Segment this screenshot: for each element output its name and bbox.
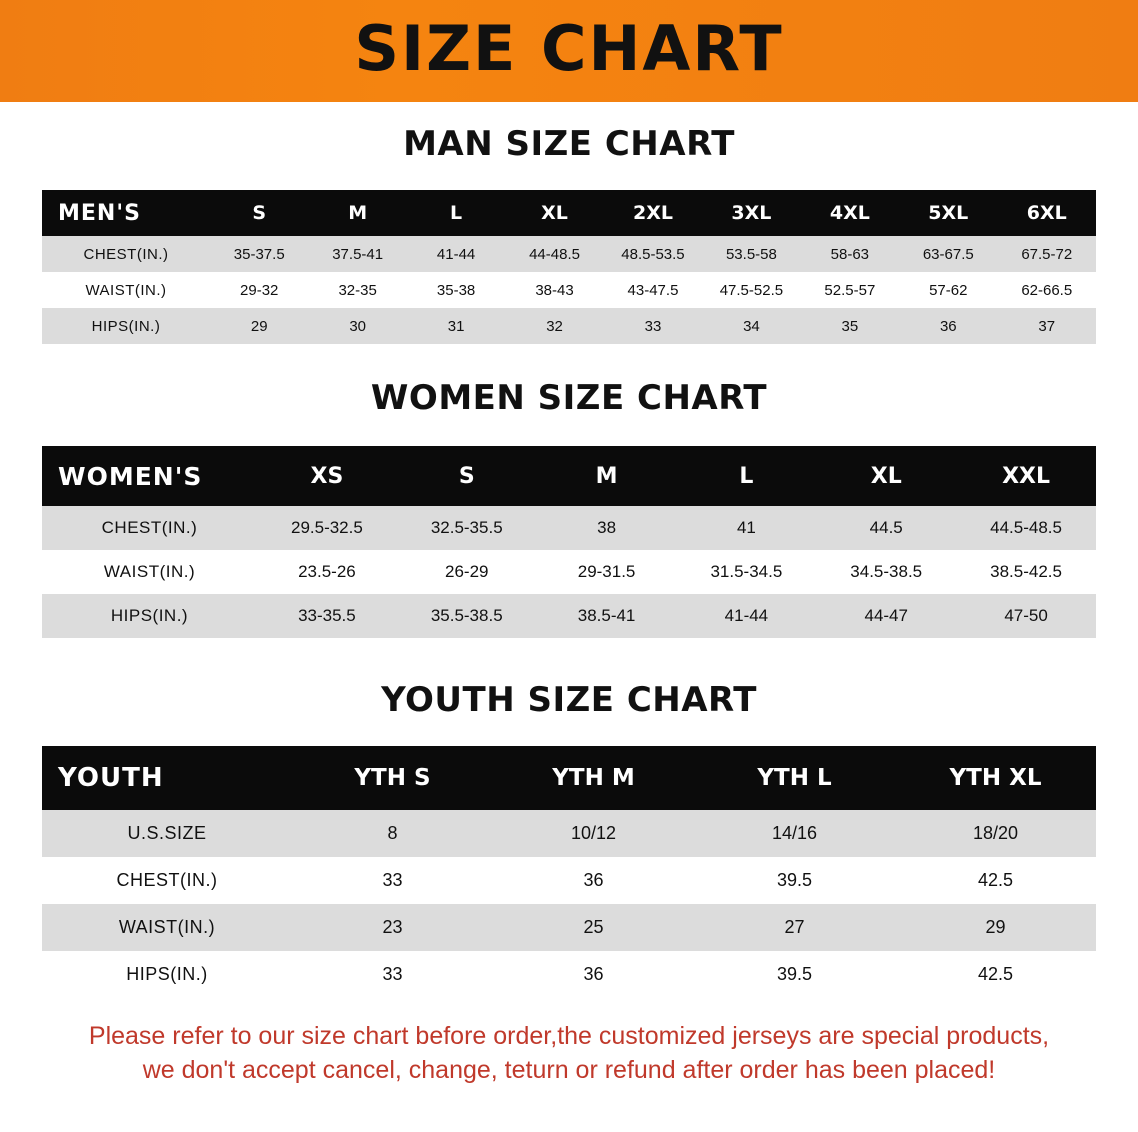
cell: 38.5-42.5 — [956, 550, 1096, 594]
cell: 47-50 — [956, 594, 1096, 638]
cell: 39.5 — [694, 951, 895, 998]
table-header-row — [42, 190, 1096, 236]
cell: 67.5-72 — [998, 236, 1097, 272]
cell: 48.5-53.5 — [604, 236, 702, 272]
cell: 38.5-41 — [537, 594, 677, 638]
cell: 29-32 — [210, 272, 308, 308]
table-row — [42, 904, 1096, 951]
header-cell-m: M — [308, 190, 406, 236]
header-cell-xxl: XXL — [956, 446, 1096, 506]
cell: 53.5-58 — [702, 236, 800, 272]
cell: 35-37.5 — [210, 236, 308, 272]
cell: 33 — [292, 951, 493, 998]
cell: 62-66.5 — [998, 272, 1097, 308]
header-cell-womens: WOMEN'S — [42, 446, 257, 506]
disclaimer-line-1: Please refer to our size chart before order,the customized jerseys are special products, — [88, 1022, 1050, 1050]
header-cell-5xl: 5XL — [899, 190, 997, 236]
cell: 47.5-52.5 — [702, 272, 800, 308]
cell: 36 — [493, 951, 694, 998]
cell: 42.5 — [895, 857, 1096, 904]
cell: 14/16 — [694, 810, 895, 857]
cell: 29-31.5 — [537, 550, 677, 594]
table-row — [42, 951, 1096, 998]
cell: 57-62 — [899, 272, 997, 308]
cell: 34 — [702, 308, 800, 344]
table-header-row — [42, 746, 1096, 810]
cell: 35-38 — [407, 272, 505, 308]
header-cell-3xl: 3XL — [702, 190, 800, 236]
banner — [0, 0, 1138, 102]
man-size-table-wrapper — [42, 190, 1096, 344]
row-label-waist: WAIST(IN.) — [42, 272, 210, 308]
cell: 36 — [493, 857, 694, 904]
header-cell-men: MEN'S — [42, 190, 210, 236]
cell: 36 — [899, 308, 997, 344]
cell: 23 — [292, 904, 493, 951]
cell: 35.5-38.5 — [397, 594, 537, 638]
youth-size-table-wrapper — [42, 746, 1096, 998]
cell: 44-48.5 — [505, 236, 603, 272]
header-cell-6xl: 6XL — [998, 190, 1097, 236]
cell: 34.5-38.5 — [816, 550, 956, 594]
header-cell-yth-l: YTH L — [694, 746, 895, 810]
man-size-table — [42, 190, 1096, 344]
row-label-hips: HIPS(IN.) — [42, 951, 292, 998]
cell: 30 — [308, 308, 406, 344]
women-size-table — [42, 446, 1096, 638]
cell: 10/12 — [493, 810, 694, 857]
disclaimer-line-2: we don't accept cancel, change, teturn or refund after order has been placed! — [142, 1055, 996, 1084]
table-row — [42, 506, 1096, 550]
header-cell-s: S — [210, 190, 308, 236]
cell: 44.5-48.5 — [956, 506, 1096, 550]
cell: 29.5-32.5 — [257, 506, 397, 550]
header-cell-xs: XS — [257, 446, 397, 506]
cell: 29 — [895, 904, 1096, 951]
table-row — [42, 550, 1096, 594]
row-label-us-size: U.S.SIZE — [42, 810, 292, 857]
cell: 37.5-41 — [308, 236, 406, 272]
cell: 44-47 — [816, 594, 956, 638]
cell: 31.5-34.5 — [676, 550, 816, 594]
cell: 42.5 — [895, 951, 1096, 998]
cell: 37 — [998, 308, 1097, 344]
cell: 26-29 — [397, 550, 537, 594]
cell: 32 — [505, 308, 603, 344]
youth-section-heading: YOUTH SIZE CHART — [381, 680, 757, 720]
header-cell-xl: XL — [505, 190, 603, 236]
header-cell-l: L — [676, 446, 816, 506]
cell: 44.5 — [816, 506, 956, 550]
header-cell-yth-m: YTH M — [493, 746, 694, 810]
cell: 38-43 — [505, 272, 603, 308]
table-row — [42, 810, 1096, 857]
header-cell-2xl: 2XL — [604, 190, 702, 236]
cell: 63-67.5 — [899, 236, 997, 272]
header-cell-xl: XL — [816, 446, 956, 506]
cell: 33-35.5 — [257, 594, 397, 638]
cell: 58-63 — [801, 236, 899, 272]
cell: 31 — [407, 308, 505, 344]
cell: 25 — [493, 904, 694, 951]
header-cell-l: L — [407, 190, 505, 236]
header-cell-s: S — [397, 446, 537, 506]
row-label-waist: WAIST(IN.) — [42, 904, 292, 951]
disclaimer-note — [36, 1020, 1102, 1088]
cell: 33 — [604, 308, 702, 344]
table-row — [42, 272, 1096, 308]
row-label-hips: HIPS(IN.) — [42, 308, 210, 344]
header-cell-youth: YOUTH — [42, 746, 292, 810]
man-section-heading: MAN SIZE CHART — [403, 124, 735, 164]
cell: 27 — [694, 904, 895, 951]
cell: 18/20 — [895, 810, 1096, 857]
row-label-waist: WAIST(IN.) — [42, 550, 257, 594]
women-size-table-wrapper — [42, 446, 1096, 638]
table-row — [42, 594, 1096, 638]
cell: 52.5-57 — [801, 272, 899, 308]
cell: 29 — [210, 308, 308, 344]
page-title: SIZE CHART — [354, 12, 784, 85]
cell: 35 — [801, 308, 899, 344]
cell: 41 — [676, 506, 816, 550]
table-header-row — [42, 446, 1096, 506]
row-label-chest: CHEST(IN.) — [42, 506, 257, 550]
header-cell-m: M — [537, 446, 677, 506]
table-row — [42, 857, 1096, 904]
header-cell-4xl: 4XL — [801, 190, 899, 236]
cell: 41-44 — [407, 236, 505, 272]
cell: 32.5-35.5 — [397, 506, 537, 550]
cell: 41-44 — [676, 594, 816, 638]
cell: 38 — [537, 506, 677, 550]
row-label-chest: CHEST(IN.) — [42, 236, 210, 272]
cell: 39.5 — [694, 857, 895, 904]
cell: 32-35 — [308, 272, 406, 308]
table-row — [42, 236, 1096, 272]
row-label-chest: CHEST(IN.) — [42, 857, 292, 904]
header-cell-yth-s: YTH S — [292, 746, 493, 810]
women-section-heading: WOMEN SIZE CHART — [370, 378, 768, 418]
cell: 33 — [292, 857, 493, 904]
cell: 23.5-26 — [257, 550, 397, 594]
header-cell-yth-xl: YTH XL — [895, 746, 1096, 810]
cell: 8 — [292, 810, 493, 857]
row-label-hips: HIPS(IN.) — [42, 594, 257, 638]
cell: 43-47.5 — [604, 272, 702, 308]
table-row — [42, 308, 1096, 344]
youth-size-table — [42, 746, 1096, 998]
